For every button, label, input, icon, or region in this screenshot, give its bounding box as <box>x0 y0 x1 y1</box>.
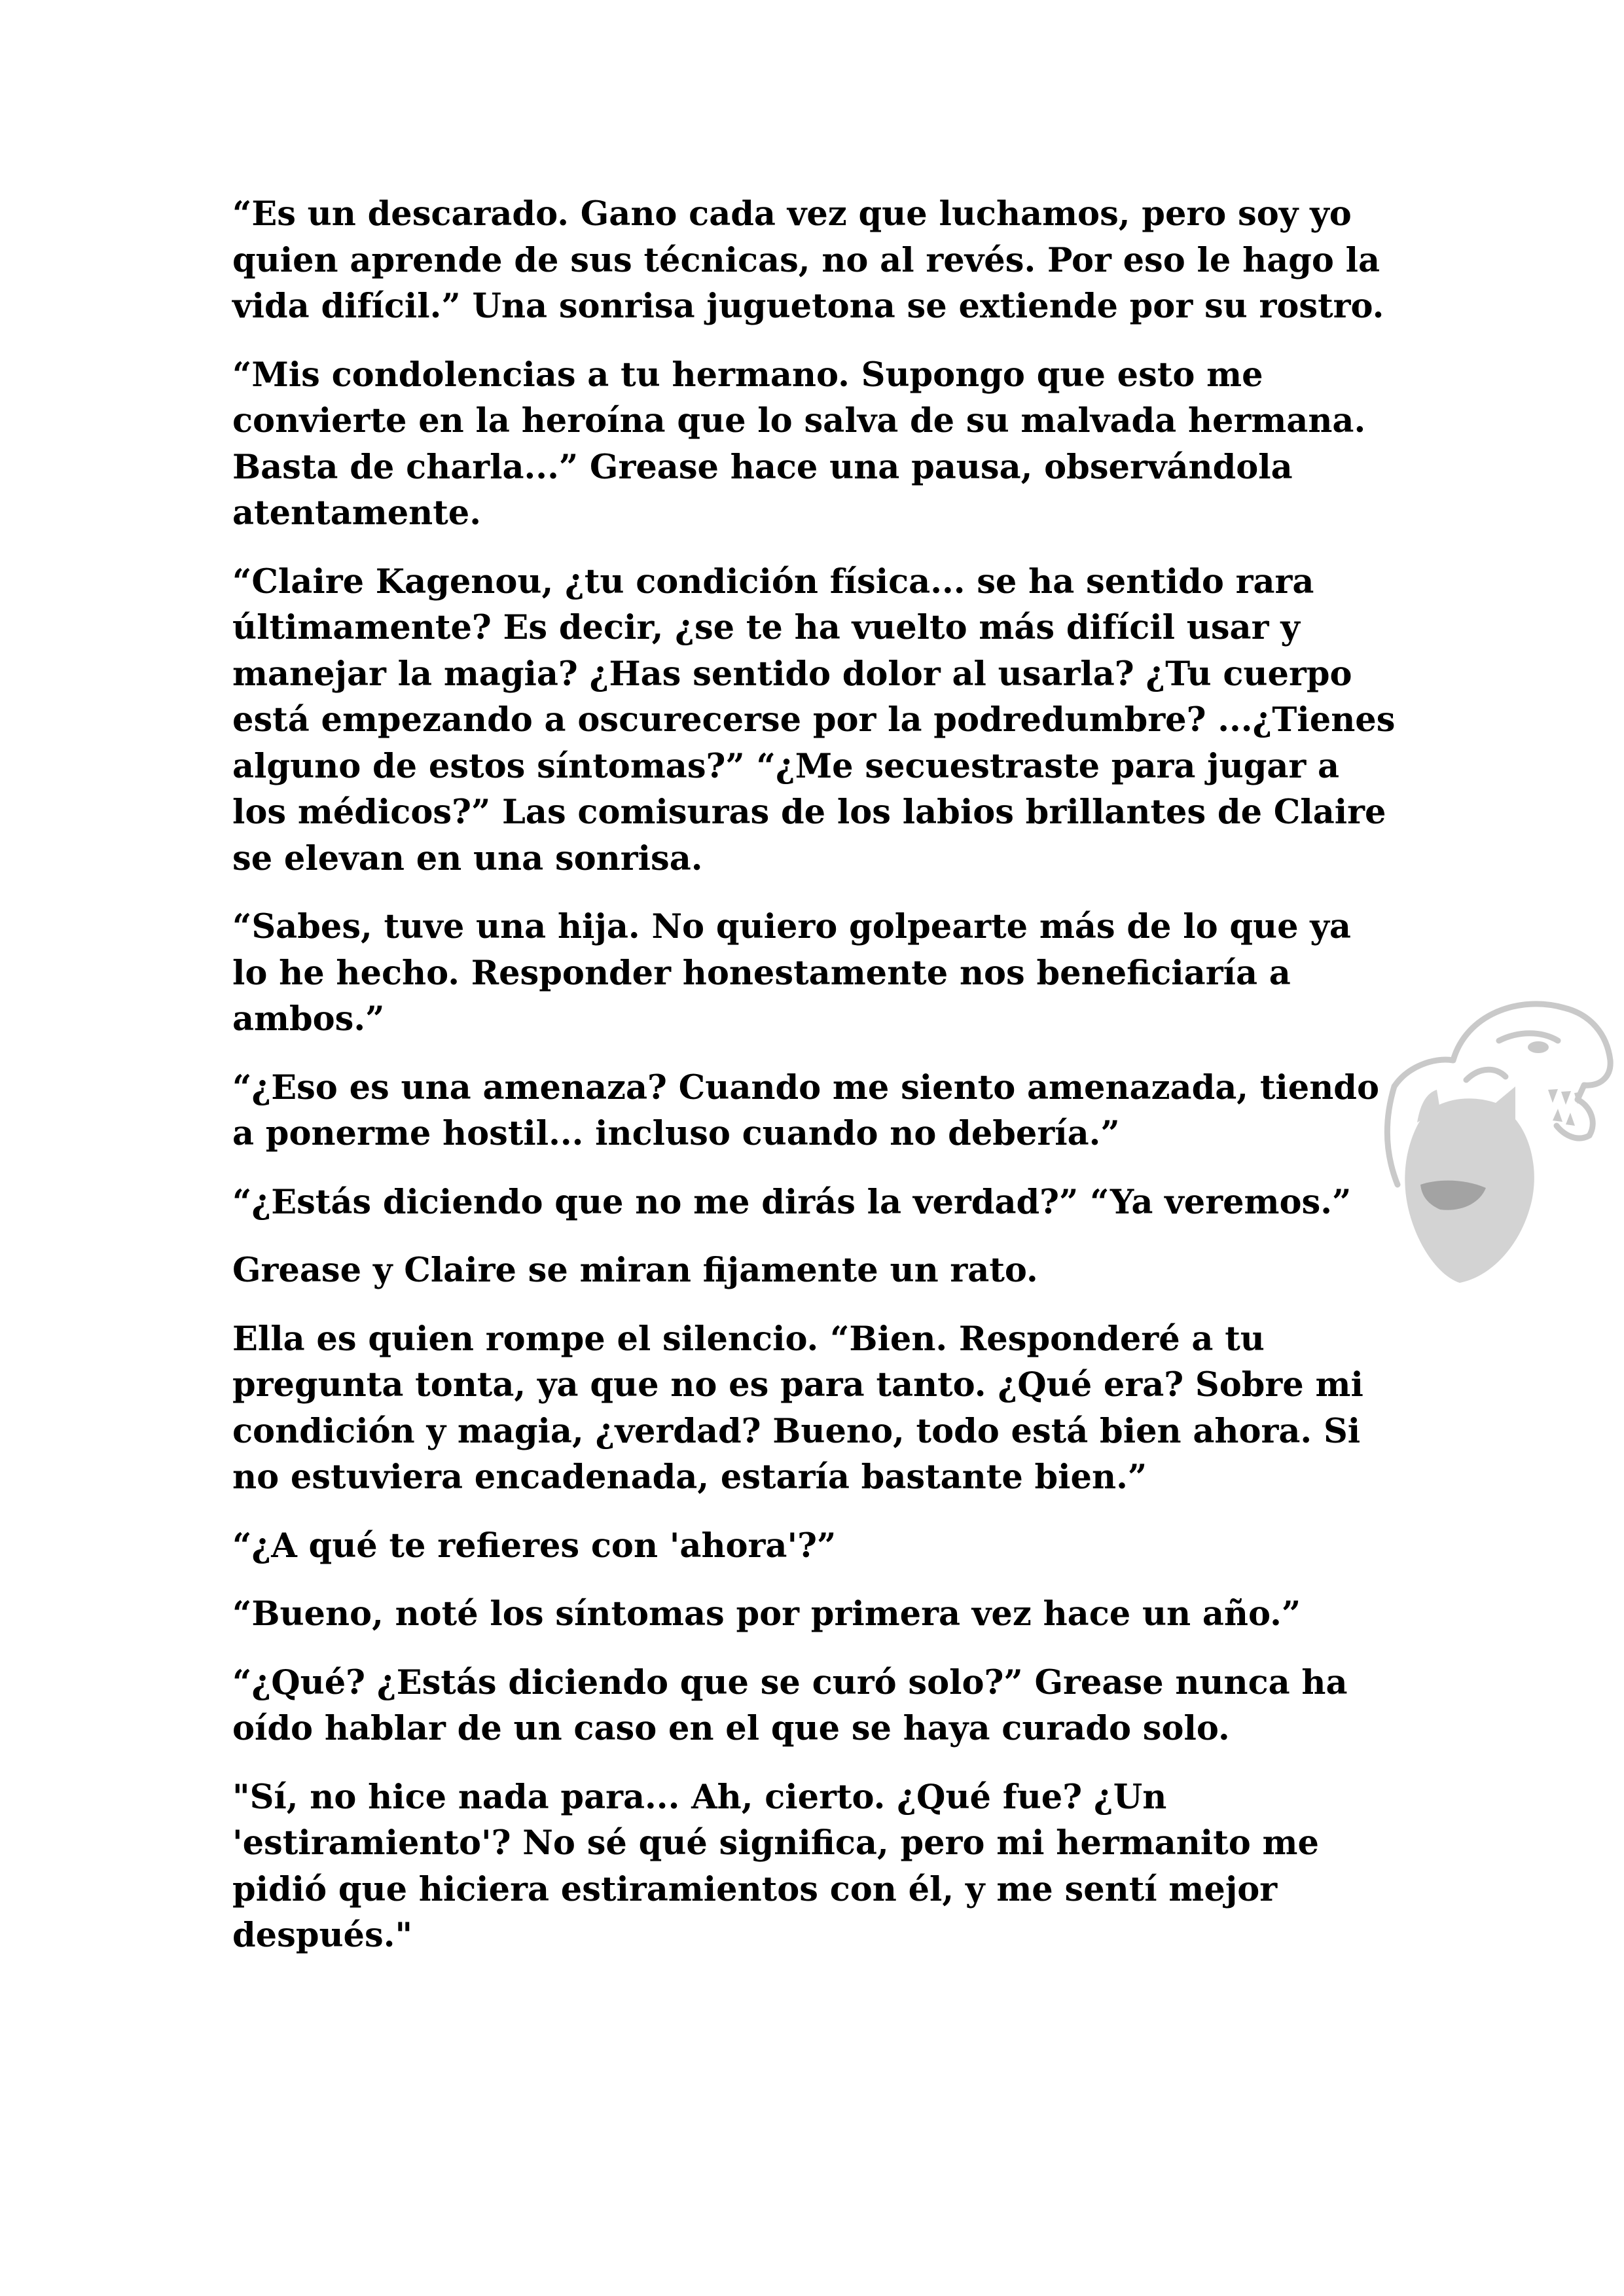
paragraph: “¿Estás diciendo que no me dirás la verdad?” “Ya veremos.” <box>232 1182 1352 1222</box>
paragraph: “Mis condolencias a tu hermano. Supongo que esto me convierte en la heroína que lo salva de su malvada hermana. Basta de charla...” Grease hace una pausa, observándola atentamente. <box>232 355 1366 533</box>
paragraph: “Es un descarado. Gano cada vez que luchamos, pero soy yo quien aprende de sus técnicas, no al revés. Por eso le hago la vida difícil.” Una sonrisa juguetona se extiende por su rostro. <box>232 194 1384 326</box>
paragraph: Ella es quien rompe el silencio. “Bien. Responderé a tu pregunta tonta, ya que no es para tanto. ¿Qué era? Sobre mi condición y magia, ¿verdad? Bueno, todo está bien ahora. Si no estuviera encadenada, estaría bastante bien.” <box>232 1319 1363 1497</box>
paragraph: “Claire Kagenou, ¿tu condición física... se ha sentido rara últimamente? Es decir, ¿se te ha vuelto más difícil usar y manejar la magia? ¿Has sentido dolor al usarla? ¿Tu cuerpo está empezando a oscurecerse por la podredumbre? ...¿Tienes alguno de estos síntomas?” “¿Me secuestraste para jugar a los médicos?” Las comisuras de los labios brillantes de Claire se elevan en una sonrisa. <box>232 562 1396 878</box>
paragraph: “¿Eso es una amenaza? Cuando me siento amenazada, tiendo a ponerme hostil... incluso cuando no debería.” <box>232 1067 1379 1153</box>
dinosaur-head-logo-icon <box>1381 969 1617 1296</box>
paragraph: “¿A qué te refieres con 'ahora'?” <box>232 1526 837 1566</box>
paragraph: “Sabes, tuve una hija. No quiero golpearte más de lo que ya lo he hecho. Responder honestamente nos beneficiaría a ambos.” <box>232 907 1351 1039</box>
paragraph: "Sí, no hice nada para... Ah, cierto. ¿Qué fue? ¿Un 'estiramiento'? No sé qué significa, pero mi hermanito me pidió que hiciera estiramientos con él, y me sentí mejor después." <box>232 1777 1319 1955</box>
paragraph: Grease y Claire se miran fijamente un rato. <box>232 1251 1038 1290</box>
body-text <box>232 191 1398 1981</box>
paragraph: “Bueno, noté los síntomas por primera vez hace un año.” <box>232 1594 1301 1634</box>
paragraph: “¿Qué? ¿Estás diciendo que se curó solo?” Grease nunca ha oído hablar de un caso en el que se haya curado solo. <box>232 1662 1348 1748</box>
